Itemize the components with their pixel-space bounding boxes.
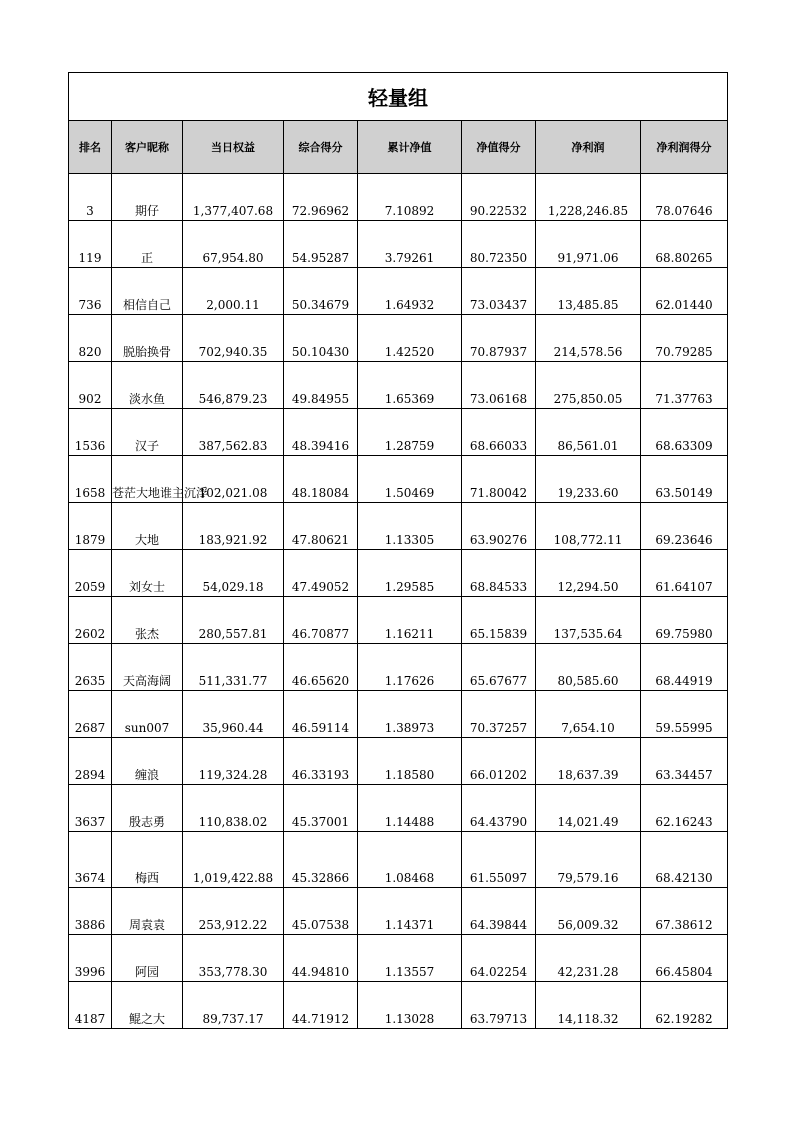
profit-score-cell: 59.55995 <box>641 691 728 738</box>
nav-cell: 1.16211 <box>358 597 462 644</box>
nav-score-cell: 70.87937 <box>462 315 536 362</box>
profit-cell: 42,231.28 <box>536 935 641 982</box>
score-cell: 50.34679 <box>284 268 358 315</box>
table-row <box>69 503 728 550</box>
profit-cell: 108,772.11 <box>536 503 641 550</box>
nav-cell: 1.28759 <box>358 409 462 456</box>
profit-score-header: 净利润得分 <box>641 121 728 174</box>
nickname-cell: 刘女士 <box>112 550 183 597</box>
nav-cell: 1.13305 <box>358 503 462 550</box>
profit-score-cell: 63.50149 <box>641 456 728 503</box>
equity-cell: 119,324.28 <box>183 738 284 785</box>
nickname-cell: 相信自己 <box>112 268 183 315</box>
table-row <box>69 221 728 268</box>
nav-score-cell: 63.90276 <box>462 503 536 550</box>
score-cell: 46.65620 <box>284 644 358 691</box>
score-cell: 54.95287 <box>284 221 358 268</box>
rank-cell: 3 <box>69 174 112 221</box>
profit-cell: 19,233.60 <box>536 456 641 503</box>
profit-cell: 86,561.01 <box>536 409 641 456</box>
profit-cell: 79,579.16 <box>536 832 641 888</box>
table-row <box>69 691 728 738</box>
nav-score-cell: 68.84533 <box>462 550 536 597</box>
equity-cell: 183,921.92 <box>183 503 284 550</box>
rank-cell: 902 <box>69 362 112 409</box>
table-row <box>69 982 728 1029</box>
score-cell: 46.70877 <box>284 597 358 644</box>
profit-score-cell: 78.07646 <box>641 174 728 221</box>
profit-score-cell: 69.75980 <box>641 597 728 644</box>
table-row <box>69 832 728 888</box>
profit-score-cell: 67.38612 <box>641 888 728 935</box>
profit-score-cell: 68.63309 <box>641 409 728 456</box>
nickname-cell: 阿园 <box>112 935 183 982</box>
nickname-cell: sun007 <box>112 691 183 738</box>
nav-score-cell: 90.22532 <box>462 174 536 221</box>
equity-header: 当日权益 <box>183 121 284 174</box>
nav-cell: 3.79261 <box>358 221 462 268</box>
profit-score-cell: 63.34457 <box>641 738 728 785</box>
table-row <box>69 315 728 362</box>
nav-score-cell: 73.03437 <box>462 268 536 315</box>
table-row <box>69 738 728 785</box>
rank-cell: 736 <box>69 268 112 315</box>
nav-score-cell: 68.66033 <box>462 409 536 456</box>
header-row <box>69 121 728 174</box>
nickname-cell: 淡水鱼 <box>112 362 183 409</box>
equity-cell: 1,019,422.88 <box>183 832 284 888</box>
nav-score-header: 净值得分 <box>462 121 536 174</box>
score-cell: 72.96962 <box>284 174 358 221</box>
rank-cell: 1879 <box>69 503 112 550</box>
table-title: 轻量组 <box>69 73 728 121</box>
rank-cell: 2635 <box>69 644 112 691</box>
score-cell: 47.80621 <box>284 503 358 550</box>
nav-cell: 1.29585 <box>358 550 462 597</box>
nickname-cell: 张杰 <box>112 597 183 644</box>
score-cell: 48.18084 <box>284 456 358 503</box>
rank-cell: 820 <box>69 315 112 362</box>
nickname-cell: 正 <box>112 221 183 268</box>
rank-cell: 4187 <box>69 982 112 1029</box>
nickname-cell: 大地 <box>112 503 183 550</box>
score-cell: 44.71912 <box>284 982 358 1029</box>
profit-score-cell: 69.23646 <box>641 503 728 550</box>
table-row <box>69 409 728 456</box>
profit-cell: 214,578.56 <box>536 315 641 362</box>
nav-score-cell: 66.01202 <box>462 738 536 785</box>
score-cell: 44.94810 <box>284 935 358 982</box>
table-body <box>69 174 728 1029</box>
nav-score-cell: 64.43790 <box>462 785 536 832</box>
score-cell: 49.84955 <box>284 362 358 409</box>
nickname-cell: 期仔 <box>112 174 183 221</box>
nav-score-cell: 63.79713 <box>462 982 536 1029</box>
profit-header: 净利润 <box>536 121 641 174</box>
score-cell: 46.59114 <box>284 691 358 738</box>
ranking-table <box>68 72 728 1029</box>
nav-cell: 1.50469 <box>358 456 462 503</box>
profit-cell: 56,009.32 <box>536 888 641 935</box>
profit-score-cell: 71.37763 <box>641 362 728 409</box>
nav-cell: 1.64932 <box>358 268 462 315</box>
rank-cell: 2602 <box>69 597 112 644</box>
score-cell: 45.32866 <box>284 832 358 888</box>
nav-cell: 7.10892 <box>358 174 462 221</box>
rank-cell: 2059 <box>69 550 112 597</box>
nickname-cell: 天高海阔 <box>112 644 183 691</box>
nav-score-cell: 61.55097 <box>462 832 536 888</box>
nickname-header: 客户昵称 <box>112 121 183 174</box>
profit-cell: 13,485.85 <box>536 268 641 315</box>
table-row <box>69 268 728 315</box>
profit-cell: 7,654.10 <box>536 691 641 738</box>
nickname-cell: 梅西 <box>112 832 183 888</box>
rank-cell: 3674 <box>69 832 112 888</box>
equity-cell: 702,940.35 <box>183 315 284 362</box>
equity-cell: 387,562.83 <box>183 409 284 456</box>
profit-score-cell: 68.44919 <box>641 644 728 691</box>
table-row <box>69 550 728 597</box>
nav-score-cell: 64.39844 <box>462 888 536 935</box>
nickname-cell: 鲲之大 <box>112 982 183 1029</box>
equity-cell: 546,879.23 <box>183 362 284 409</box>
profit-score-cell: 70.79285 <box>641 315 728 362</box>
equity-cell: 1,377,407.68 <box>183 174 284 221</box>
rank-cell: 3996 <box>69 935 112 982</box>
rank-cell: 1658 <box>69 456 112 503</box>
profit-cell: 14,021.49 <box>536 785 641 832</box>
profit-score-cell: 61.64107 <box>641 550 728 597</box>
nav-cell: 1.08468 <box>358 832 462 888</box>
rank-cell: 2894 <box>69 738 112 785</box>
title-row <box>69 73 728 121</box>
table-row <box>69 362 728 409</box>
score-cell: 48.39416 <box>284 409 358 456</box>
nav-header: 累计净值 <box>358 121 462 174</box>
nav-cell: 1.13028 <box>358 982 462 1029</box>
table-row <box>69 174 728 221</box>
equity-cell: 89,737.17 <box>183 982 284 1029</box>
nav-cell: 1.18580 <box>358 738 462 785</box>
nav-score-cell: 65.67677 <box>462 644 536 691</box>
nav-cell: 1.14371 <box>358 888 462 935</box>
score-cell: 47.49052 <box>284 550 358 597</box>
score-cell: 45.07538 <box>284 888 358 935</box>
profit-score-cell: 62.16243 <box>641 785 728 832</box>
score-cell: 50.10430 <box>284 315 358 362</box>
equity-cell: 110,838.02 <box>183 785 284 832</box>
table-row <box>69 644 728 691</box>
equity-cell: 67,954.80 <box>183 221 284 268</box>
table-row <box>69 597 728 644</box>
equity-cell: 353,778.30 <box>183 935 284 982</box>
nav-score-cell: 65.15839 <box>462 597 536 644</box>
nav-cell: 1.13557 <box>358 935 462 982</box>
profit-score-cell: 68.80265 <box>641 221 728 268</box>
rank-cell: 3886 <box>69 888 112 935</box>
profit-cell: 18,637.39 <box>536 738 641 785</box>
nav-cell: 1.42520 <box>358 315 462 362</box>
equity-cell: 253,912.22 <box>183 888 284 935</box>
nav-score-cell: 64.02254 <box>462 935 536 982</box>
nav-cell: 1.14488 <box>358 785 462 832</box>
profit-score-cell: 68.42130 <box>641 832 728 888</box>
equity-cell: 2,000.11 <box>183 268 284 315</box>
nav-score-cell: 73.06168 <box>462 362 536 409</box>
score-cell: 46.33193 <box>284 738 358 785</box>
equity-cell: 102,021.08 <box>183 456 284 503</box>
nav-score-cell: 70.37257 <box>462 691 536 738</box>
profit-cell: 275,850.05 <box>536 362 641 409</box>
table-row <box>69 935 728 982</box>
equity-cell: 54,029.18 <box>183 550 284 597</box>
equity-cell: 511,331.77 <box>183 644 284 691</box>
rank-header: 排名 <box>69 121 112 174</box>
score-header: 综合得分 <box>284 121 358 174</box>
table-row <box>69 888 728 935</box>
profit-cell: 14,118.32 <box>536 982 641 1029</box>
nav-score-cell: 71.80042 <box>462 456 536 503</box>
nav-cell: 1.65369 <box>358 362 462 409</box>
profit-cell: 12,294.50 <box>536 550 641 597</box>
rank-cell: 2687 <box>69 691 112 738</box>
rank-cell: 1536 <box>69 409 112 456</box>
nickname-cell: 殷志勇 <box>112 785 183 832</box>
nav-cell: 1.38973 <box>358 691 462 738</box>
profit-cell: 1,228,246.85 <box>536 174 641 221</box>
nickname-cell: 脱胎换骨 <box>112 315 183 362</box>
table-row <box>69 785 728 832</box>
table-row <box>69 456 728 503</box>
equity-cell: 280,557.81 <box>183 597 284 644</box>
profit-score-cell: 66.45804 <box>641 935 728 982</box>
score-cell: 45.37001 <box>284 785 358 832</box>
nickname-cell: 周袁袁 <box>112 888 183 935</box>
nickname-cell: 缠浪 <box>112 738 183 785</box>
nav-score-cell: 80.72350 <box>462 221 536 268</box>
rank-cell: 3637 <box>69 785 112 832</box>
profit-score-cell: 62.01440 <box>641 268 728 315</box>
equity-cell: 35,960.44 <box>183 691 284 738</box>
nav-cell: 1.17626 <box>358 644 462 691</box>
profit-cell: 80,585.60 <box>536 644 641 691</box>
nickname-cell: 苍茫大地谁主沉浮 <box>112 456 183 503</box>
profit-cell: 91,971.06 <box>536 221 641 268</box>
nickname-cell: 汉子 <box>112 409 183 456</box>
profit-cell: 137,535.64 <box>536 597 641 644</box>
rank-cell: 119 <box>69 221 112 268</box>
profit-score-cell: 62.19282 <box>641 982 728 1029</box>
